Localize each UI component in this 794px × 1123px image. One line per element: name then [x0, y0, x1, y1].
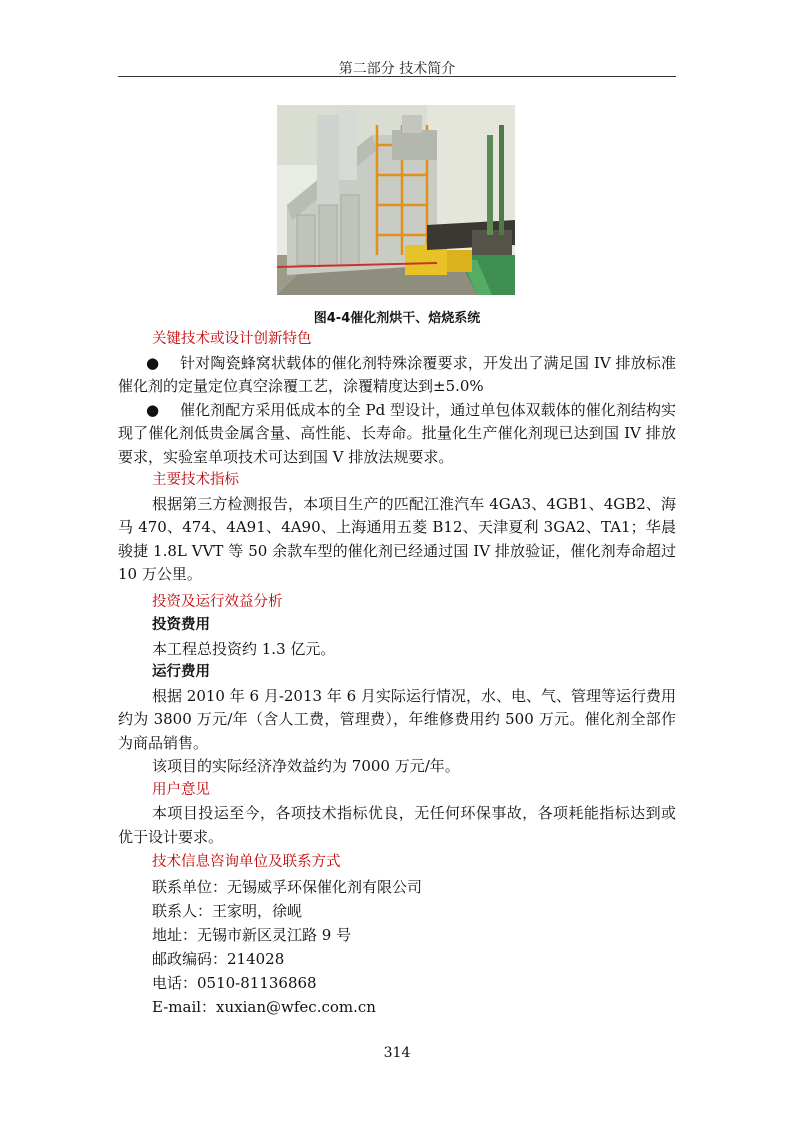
- figure-caption: 图4-4催化剂烘干、焙烧系统: [313, 311, 481, 326]
- subsection-title-invest: 投资费用: [152, 617, 210, 633]
- feedback-paragraph: 本项目投运至今，各项技术指标优良，无任何环保事故，各项耗能指标达到或优于设计要求。: [118, 804, 676, 846]
- contact-email: E-mail：xuxian@wfec.com.cn: [152, 997, 376, 1016]
- figure-photo: [277, 105, 515, 295]
- page-content: [118, 328, 676, 1019]
- section-title-investment: 投资及运行效益分析: [152, 593, 283, 610]
- contact-phone: 电话：0510-81136868: [152, 973, 317, 992]
- run-paragraph: 根据 2010 年 6 月-2013 年 6 月实际运行情况，水、电、气、管理等运行费用约为 3800 万元/年（含人工费，管理费），年维修费用约 500 万元。催化剂全部作为商品销售。: [118, 686, 676, 752]
- invest-paragraph: 本工程总投资约 1.3 亿元。: [152, 639, 336, 658]
- page-header: 第二部分 技术简介: [338, 61, 456, 77]
- page-number: 314: [383, 1045, 411, 1061]
- contact-postcode: 邮政编码：214028: [152, 949, 285, 968]
- subsection-title-run: 运行费用: [152, 664, 210, 680]
- indicators-paragraph: 根据第三方检测报告，本项目生产的匹配江淮汽车 4GA3、4GB1、4GB2、海马 470、474、4A91、4A90、上海通用五菱 B12、天津夏利 3GA2、TA1；华晨骏捷 1.8L VVT 等 50 余款车型的催化剂已经通过国 IV 排放验证，催化剂寿命超过 10 万公里。: [118, 494, 676, 583]
- bullet-icon: ●: [146, 400, 160, 419]
- benefit-paragraph: 该项目的实际经济净效益约为 7000 万元/年。: [152, 757, 460, 775]
- contact-address: 地址：无锡市新区灵江路 9 号: [152, 925, 352, 944]
- bullet-icon: ●: [146, 353, 160, 372]
- header-rule: [118, 76, 676, 77]
- bullet-item: ● 针对陶瓷蜂窝状载体的催化剂特殊涂覆要求，开发出了满足国 IV 排放标准催化剂的定量定位真空涂覆工艺，涂覆精度达到±5.0%: [118, 353, 676, 395]
- contact-unit: 联系单位：无锡威孚环保催化剂有限公司: [152, 877, 423, 896]
- bullet-item: ● 催化剂配方采用低成本的全 Pd 型设计，通过单包体双载体的催化剂结构实现了催化剂低贵金属含量、高性能、长寿命。批量化生产催化剂现已达到国 IV 排放要求，实验室单项技术可达到国 V 排放法规要求。: [118, 400, 676, 466]
- contact-person: 联系人：王家明，徐岘: [152, 901, 303, 920]
- section-title-feedback: 用户意见: [152, 781, 210, 798]
- section-title-contact: 技术信息咨询单位及联系方式: [152, 854, 341, 870]
- section-title-innovation: 关键技术或设计创新特色: [152, 331, 312, 347]
- section-title-indicators: 主要技术指标: [152, 472, 239, 488]
